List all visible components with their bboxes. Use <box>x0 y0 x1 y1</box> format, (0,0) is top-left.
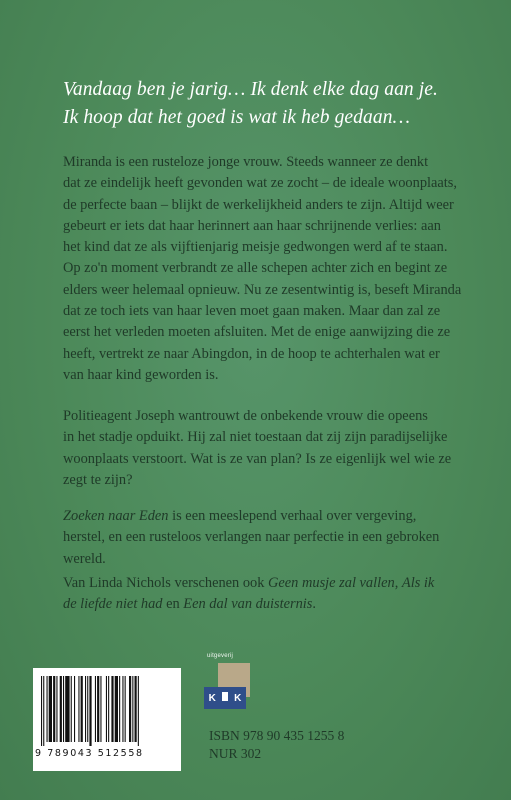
barcode-bar <box>108 676 109 742</box>
book-title: Zoeken naar Eden <box>63 508 169 524</box>
blurb-line: wereld. <box>63 550 106 567</box>
other-title-3: Een dal van duisternis <box>183 596 313 613</box>
barcode-bar <box>53 676 55 742</box>
barcode-bar <box>111 676 113 742</box>
blurb-line <box>63 594 463 615</box>
period: . <box>312 596 317 613</box>
other-title-2b: de liefde niet had <box>63 596 163 613</box>
barcode-bars <box>41 676 173 746</box>
blurb-text: is een meeslepend verhaal over vergeving, <box>168 508 417 524</box>
blurb-line: het kind dat ze als vijftienjarig meisje gedwongen werd af te staan. <box>63 239 448 256</box>
barcode-bar <box>100 676 101 742</box>
barcode-bar <box>85 676 86 742</box>
barcode-bar <box>132 676 133 742</box>
barcode-bar <box>47 676 48 742</box>
blurb-line: woonplaats verstoort. Wat is ze van plan? Is ze eigenlijk wel wie ze <box>63 450 452 467</box>
barcode-bar <box>63 676 64 742</box>
barcode-bar <box>95 676 96 742</box>
separator: , <box>394 575 402 591</box>
blurb-line: zegt te zijn? <box>63 471 133 488</box>
blurb-paragraph-3 <box>63 506 463 570</box>
logo-letter: K <box>208 692 216 704</box>
barcode <box>33 668 181 771</box>
barcode-bar <box>43 676 44 746</box>
barcode-bar <box>138 676 139 746</box>
other-title-1: Geen musje zal vallen <box>268 575 395 591</box>
blurb-text: Van Linda Nichols verschenen ook <box>63 575 269 591</box>
blurb-paragraph-4 <box>63 573 463 616</box>
cover-quote <box>63 76 483 132</box>
blurb-line: in het stadje opduikt. Hij zal niet toestaan dat zij zijn paradijselijke <box>63 429 448 446</box>
other-title-2a: Als ik <box>401 575 435 591</box>
blurb-line <box>63 573 463 594</box>
isbn-number: ISBN 978 90 435 1255 8 <box>209 728 345 743</box>
barcode-bar <box>81 676 83 742</box>
barcode-bar <box>106 676 107 742</box>
blurb-line: Politieagent Joseph wantrouwt de onbekende vrouw die opeens <box>63 408 428 424</box>
barcode-bar <box>135 676 137 742</box>
blurb-line: gebeurt er iets dat haar herinnert aan haar schrijnende verlies: aan <box>63 217 441 234</box>
blurb-line: eerst het verleden moeten afsluiten. Met de enige aanwijzing die ze <box>63 324 451 341</box>
blurb-paragraph-1 <box>63 152 463 386</box>
barcode-bar <box>97 676 99 742</box>
barcode-bar <box>41 676 42 746</box>
barcode-bar <box>115 676 118 742</box>
barcode-bar <box>56 676 57 742</box>
barcode-bar <box>60 676 62 742</box>
publisher-label: uitgeverij <box>207 653 234 659</box>
blurb-paragraph-2 <box>63 406 463 491</box>
barcode-bar <box>71 676 72 742</box>
barcode-bar <box>122 676 123 742</box>
blurb-line: herstel, en een rusteloos verlangen naar perfectie in een gebroken <box>63 529 440 546</box>
blurb-line: Miranda is een rusteloze jonge vrouw. Steeds wanneer ze denkt <box>63 154 429 170</box>
barcode-bar <box>65 676 69 742</box>
logo-letter: K <box>234 692 242 704</box>
barcode-bar <box>49 676 52 742</box>
barcode-bar <box>89 676 91 746</box>
barcode-bar <box>87 676 88 742</box>
blurb-line: elders weer helemaal opnieuw. Nu ze zesentwintig is, beseft Miranda <box>63 281 462 298</box>
blurb-line: dat ze toch iets van haar leven moet gaan maken. Maar dan zal ze <box>63 303 441 320</box>
blurb-line: de perfecte baan – blijkt de werkelijkheid anders te zijn. Altijd weer <box>63 196 454 213</box>
logo-letters <box>204 687 246 709</box>
barcode-bar <box>129 676 131 742</box>
barcode-bar <box>125 676 126 742</box>
blurb-line: Op zo'n moment verbrandt ze alle schepen achter zich en begint ze <box>63 260 448 277</box>
quote-line-1: Vandaag ben je jarig… Ik denk elke dag aan je. <box>63 79 439 100</box>
blurb-line: heeft, vertrekt ze naar Abingdon, in de hoop te achterhalen wat er <box>63 345 440 362</box>
blurb-line: van haar kind geworden is. <box>63 366 219 383</box>
nur-code: NUR 302 <box>209 746 262 761</box>
separator: en <box>162 596 184 613</box>
barcode-digits: 9 789043 512558 <box>35 748 144 759</box>
barcode-bar <box>119 676 120 742</box>
barcode-bar <box>74 676 75 742</box>
blurb-line <box>63 506 463 527</box>
barcode-bar <box>78 676 79 742</box>
quote-line-2: Ik hoop dat het goed is wat ik heb gedaan… <box>63 107 411 128</box>
blurb-line: dat ze eindelijk heeft gevonden wat ze zocht – de ideale woonplaats, <box>63 175 457 192</box>
publisher-logo <box>204 663 250 709</box>
